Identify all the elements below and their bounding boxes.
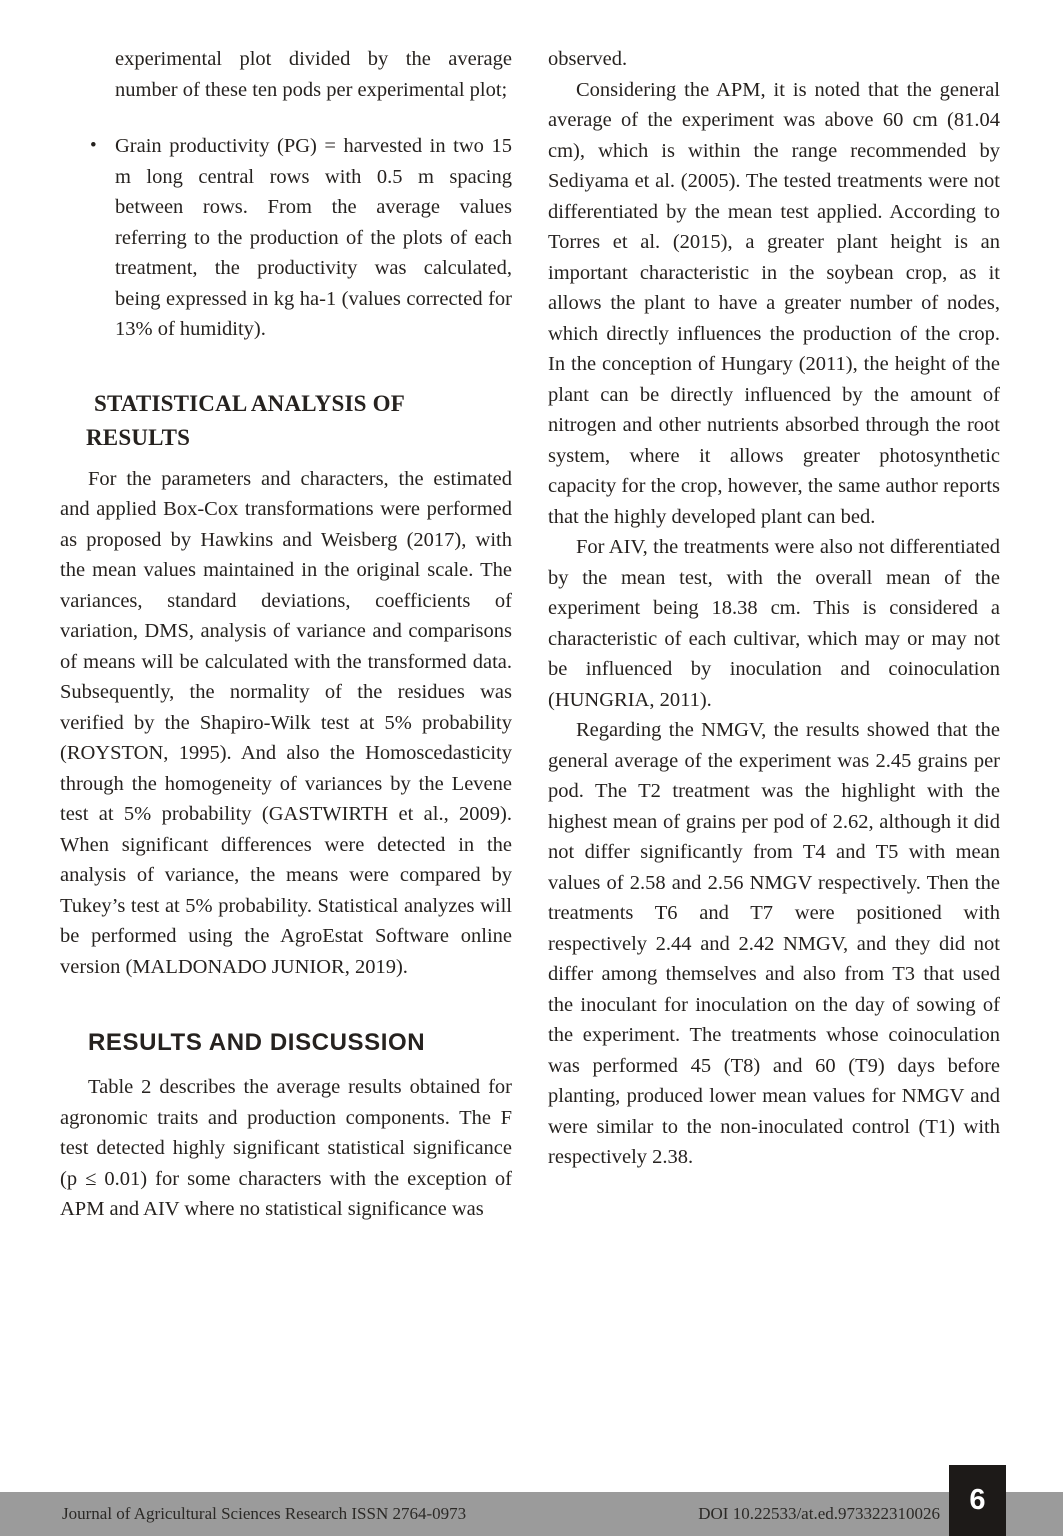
page-number-box [949, 1465, 1006, 1536]
footer-bar [0, 1492, 1063, 1536]
right-column [548, 44, 1000, 1225]
section-heading-results-discussion: RESULTS AND DISCUSSION [88, 1029, 426, 1056]
paragraph-for-aiv: For AIV, the treatments were also not differentiated by the mean test, with the overall mean of the experiment being 18.38 cm. This is considered a characteristic of each cultivar, which may or may not be influenced by inoculation and coinoculation (HUNGRIA, 2011). [548, 536, 1000, 711]
footer-journal-issn: Journal of Agricultural Sciences Research ISSN 2764-0973 [62, 1504, 467, 1523]
list-item [60, 131, 512, 345]
paragraph-considering-apm: Considering the APM, it is noted that the general average of the experiment was above 60 cm (81.04 cm), which is within the range recommended by Sediyama et al. (2005). The tested treatments were not differentiated by the mean test applied. According to Torres et al. (2015), a greater plant height is an important characteristic in the soybean crop, as it allows the plant to have a greater number of nodes, which directly influences the production of the crop. In the conception of Hungary (2011), the height of the plant can be directly influenced by the amount of nitrogen and other nutrients absorbed through the root system, where it allows greater photosynthetic capacity for the crop, however, the same author reports that the highly developed plant can bed. [548, 78, 1000, 528]
list-item-text-grain-productivity: Grain productivity (PG) = harvested in two 15 m long central rows with 0.5 m spacing between rows. From the average values referring to the production of the plots of each treatment, the productivity was calculated, being expressed in kg ha-1 (values corrected for 13% of humidity). [115, 135, 512, 340]
page-number: 6 [969, 1484, 986, 1516]
bullet-icon: • [90, 135, 97, 156]
paragraph-results-intro: Table 2 describes the average results obtained for agronomic traits and production components. The F test detected highly significant statistical significance (p ≤ 0.01) for some characters with the exception of APM and AIV where no statistical significance was [60, 1076, 512, 1220]
paragraph-observed-continuation: observed. [548, 48, 628, 70]
list-item-text-continuation: experimental plot divided by the average number of these ten pods per experimental plot; [115, 48, 512, 101]
paragraph-regarding-nmgv: Regarding the NMGV, the results showed that the general average of the experiment was 2.45 grains per pod. The T2 treatment was the highlight with the highest mean of grains per pod of 2.62, although it did not differ significantly from T4 and T5 with mean values of 2.58 and 2.56 NMGV respectively. Then the treatments T6 and T7 were positioned with respectively 2.44 and 2.42 NMGV, and they did not differ among themselves and also from T3 that used the inoculant for inoculation on the day of sowing of the experiment. The treatments whose coinoculation was performed 45 (T8) and 60 (T9) days before planting, produced lower mean values for NMGV and were similar to the non-inoculated control (T1) with respectively 2.38. [548, 719, 1000, 1168]
left-column [60, 44, 512, 1225]
footer-doi: DOI 10.22533/at.ed.973322310026 [698, 1504, 940, 1523]
two-column-text [60, 44, 1001, 1225]
paragraph-statistical-analysis: For the parameters and characters, the estimated and applied Box-Cox transformations were performed as proposed by Hawkins and Weisberg (2017), with the mean values maintained in the original scale. The variances, standard deviations, coefficients of variation, DMS, analysis of variance and comparisons of means will be calculated with the transformed data. Subsequently, the normality of the residues was verified by the Shapiro-Wilk test at 5% probability (ROYSTON, 1995). And also the Homoscedasticity through the homogeneity of variances by the Levene test at 5% probability (GASTWIRTH et al., 2009). When significant differences were detected in the analysis of variance, the means were compared by Tukey’s test at 5% probability. Statistical analyzes will be performed using the AgroEstat Software online version (MALDONADO JUNIOR, 2019). [60, 467, 512, 978]
section-heading-statistical-analysis: STATISTICAL ANALYSIS OF RESULTS [86, 390, 405, 450]
list-item [60, 44, 512, 105]
